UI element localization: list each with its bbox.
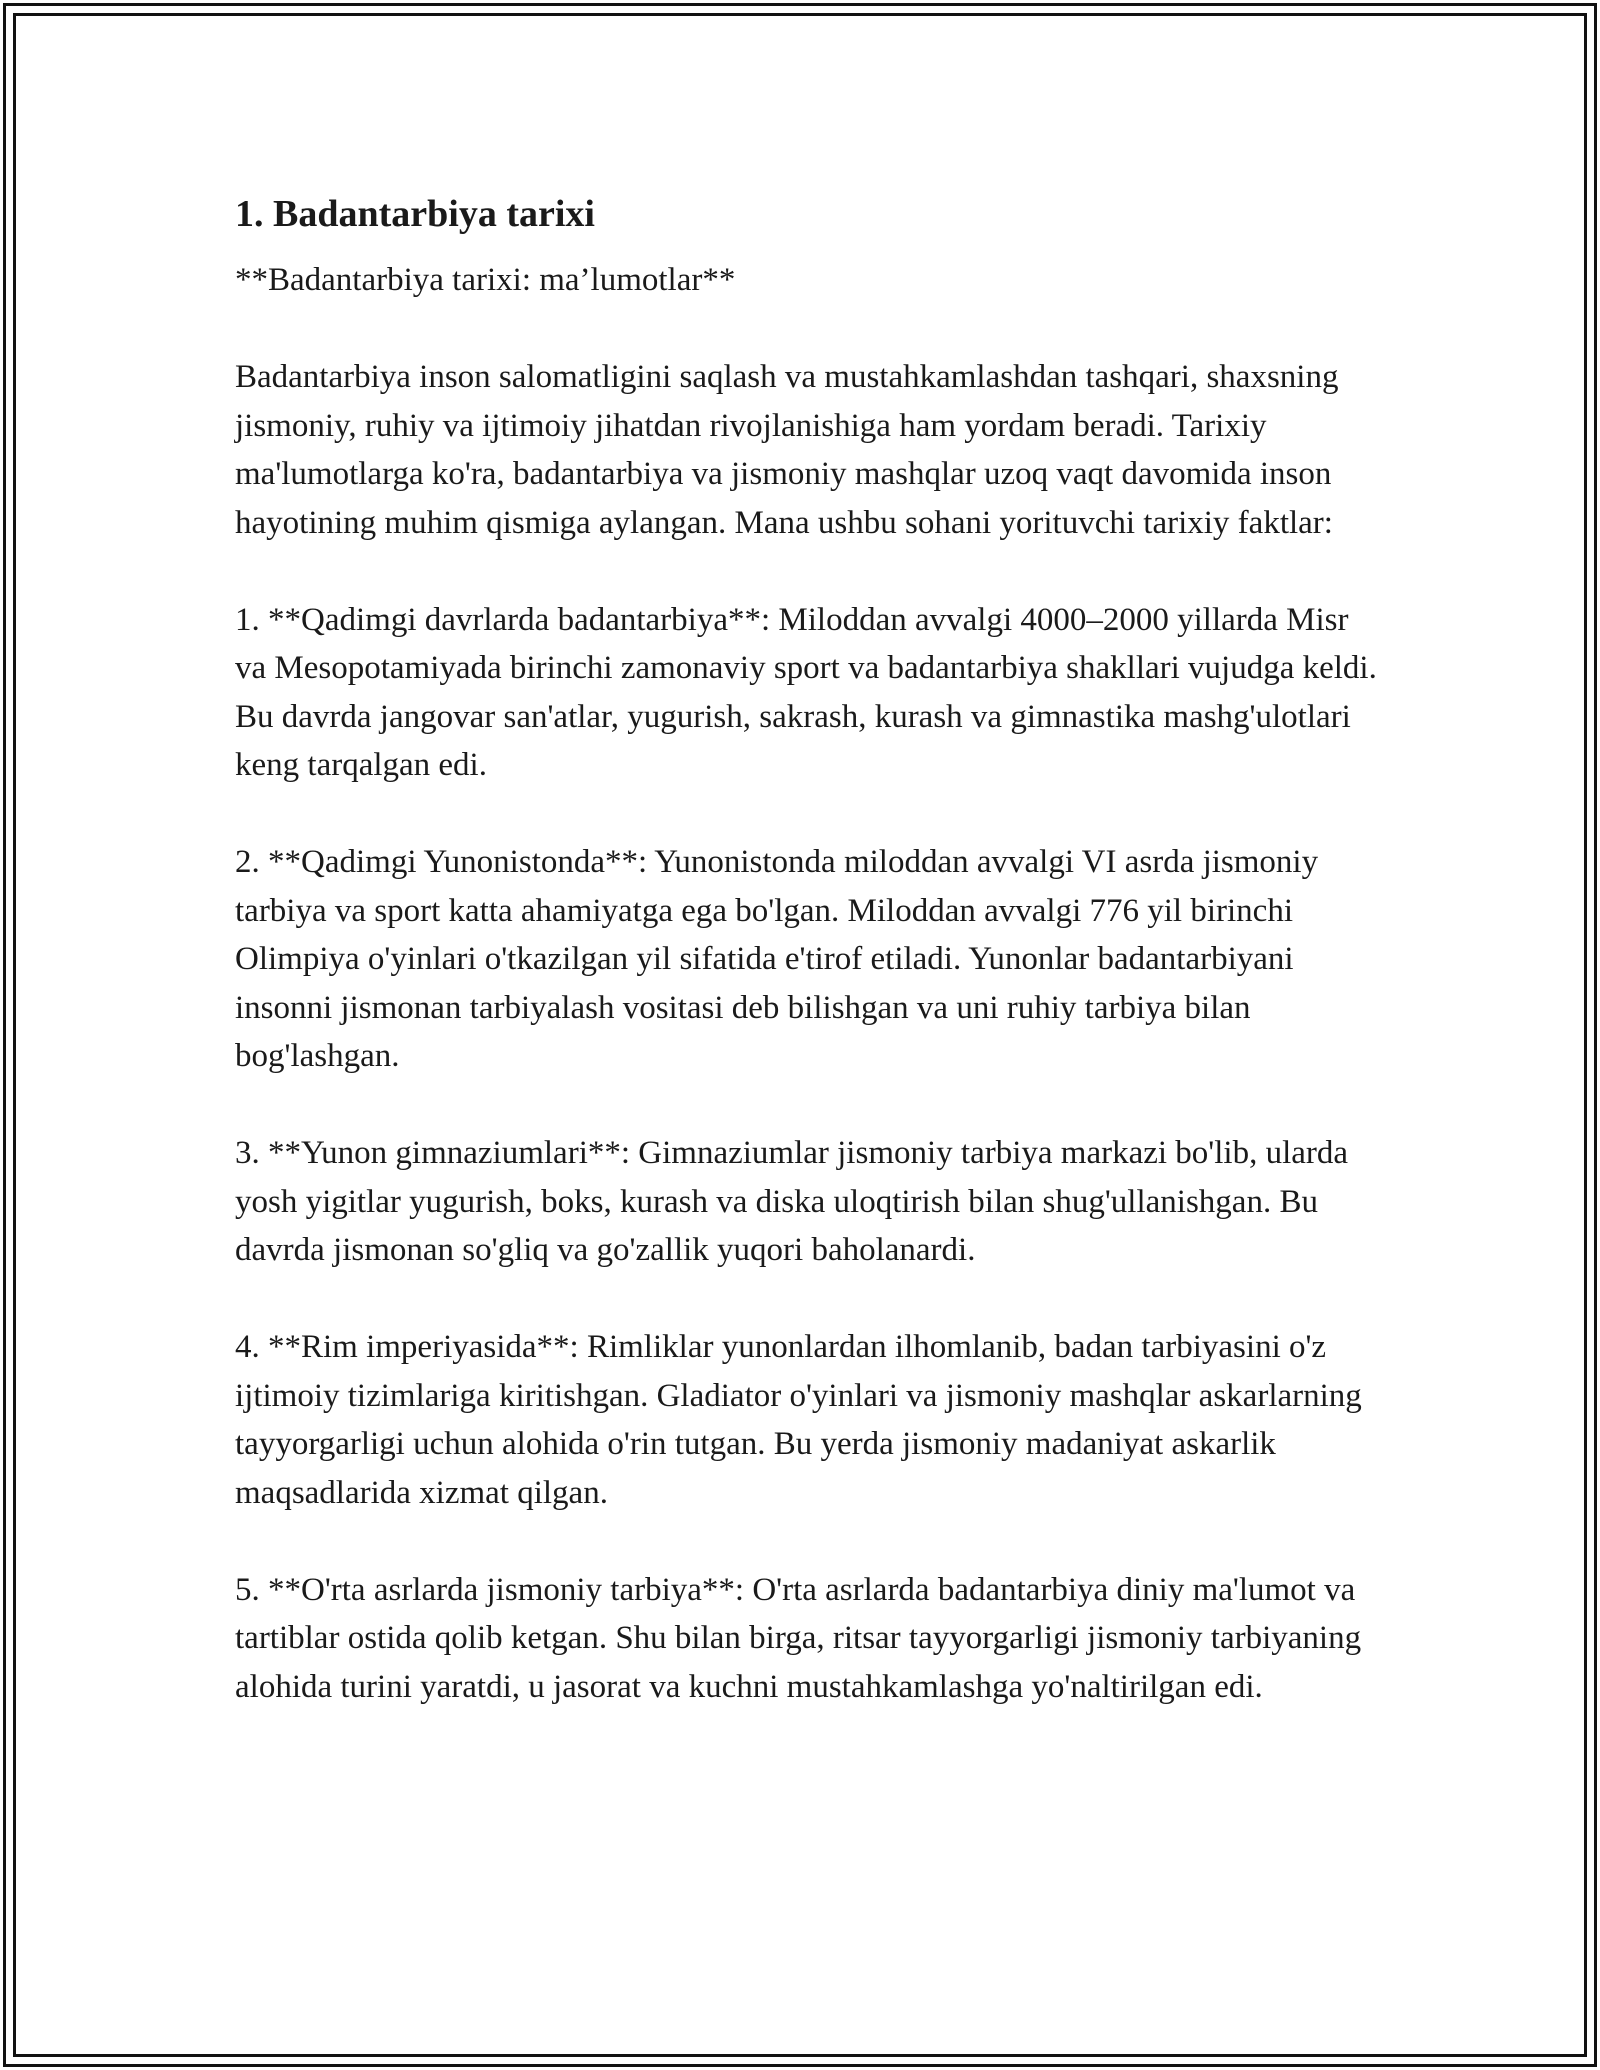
paragraph-middle-ages: 5. **O'rta asrlarda jismoniy tarbiya**: O'rta asrlarda badantarbiya diniy ma'lumot va tartiblar ostida qolib ketgan. Shu bilan birga, ritsar tayyorgarligi jismoniy tarbiyaning alohida turini yaratdi, u jasorat va kuchni mustahkamlashga yo'naltirilgan edi. [235,1571,1362,1705]
paragraph-ancient-times: 1. **Qadimgi davrlarda badantarbiya**: Miloddan avvalgi 4000–2000 yillarda Misr va Mesopotamiyada birinchi zamonaviy sport va badantarbiya shakllari vujudga keldi. Bu davrda jangovar san'atlar, yugurish, sakrash, kurash va gimnastika mashg'ulotlari keng tarqalgan edi. [235,601,1377,783]
paragraph-roman-empire: 4. **Rim imperiyasida**: Rimliklar yunonlardan ilhomlanib, badan tarbiyasini o'z ijtimoiy tizimlariga kiritishgan. Gladiator o'yinlari va jismoniy mashqlar askarlarning tayyorgarligi uchun alohida o'rin tutgan. Bu yerda jismoniy madaniyat askarlik maqsadlarida xizmat qilgan. [235,1329,1362,1511]
intro-paragraph: Badantarbiya inson salomatligini saqlash va mustahkamlashdan tashqari, shaxsning jismoniy, ruhiy va ijtimoiy jihatdan rivojlanishiga ham yordam beradi. Tarixiy ma'lumotlarga ko'ra, badantarbiya va jismoniy mashqlar uzoq vaqt davomida inson hayotining muhim qismiga aylangan. Mana ushbu sohani yorituvchi tarixiy faktlar: [235,359,1339,541]
paragraph-ancient-greece: 2. **Qadimgi Yunonistonda**: Yunonistonda miloddan avvalgi VI asrda jismoniy tarbiya va sport katta ahamiyatga ega bo'lgan. Miloddan avvalgi 776 yil birinchi Olimpiya o'yinlari o'tkazilgan yil sifatida e'tirof etiladi. Yunonlar badantarbiyani insonni jismonan tarbiyalash vositasi deb bilishgan va uni ruhiy tarbiya bilan bog'lashgan. [235,844,1319,1074]
document-subtitle: **Badantarbiya tarixi: ma’lumotlar** [235,262,736,298]
document-heading: 1. Badantarbiya tarixi [235,193,595,235]
paragraph-greek-gymnasiums: 3. **Yunon gimnaziumlari**: Gimnaziumlar jismoniy tarbiya markazi bo'lib, ularda yosh yigitlar yugurish, boks, kurash va diska uloqtirish bilan shug'ullanishgan. Bu davrda jismonan so'gliq va go'zallik yuqori baholanardi. [235,1135,1349,1268]
document-body [235,188,1385,1711]
